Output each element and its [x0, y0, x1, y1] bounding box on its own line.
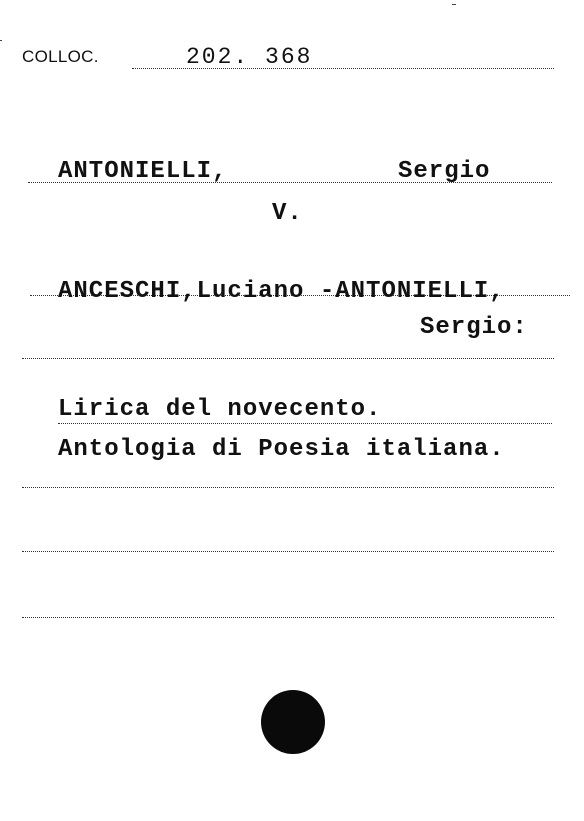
paper-speck — [452, 4, 456, 5]
title-dotted-line — [58, 423, 552, 424]
colloc-label: COLLOC. — [22, 47, 99, 66]
blank-dotted-line — [22, 358, 554, 359]
blank-dotted-line — [22, 617, 554, 618]
see-marker: V. — [272, 200, 303, 227]
subtitle-line: Antologia di Poesia italiana. — [58, 436, 505, 463]
colloc-number: 202. 368 — [186, 44, 313, 70]
punch-hole — [261, 690, 325, 754]
authors-continuation: Sergio: — [420, 314, 528, 341]
paper-speck — [0, 40, 2, 41]
blank-dotted-line — [22, 487, 554, 488]
heading-forename: Sergio — [398, 158, 491, 185]
title-line: Lirica del novecento. — [58, 396, 382, 423]
authors-line: ANCESCHI,Luciano -ANTONIELLI, — [58, 278, 505, 305]
heading-surname: ANTONIELLI, — [58, 158, 228, 185]
blank-dotted-line — [22, 551, 554, 552]
